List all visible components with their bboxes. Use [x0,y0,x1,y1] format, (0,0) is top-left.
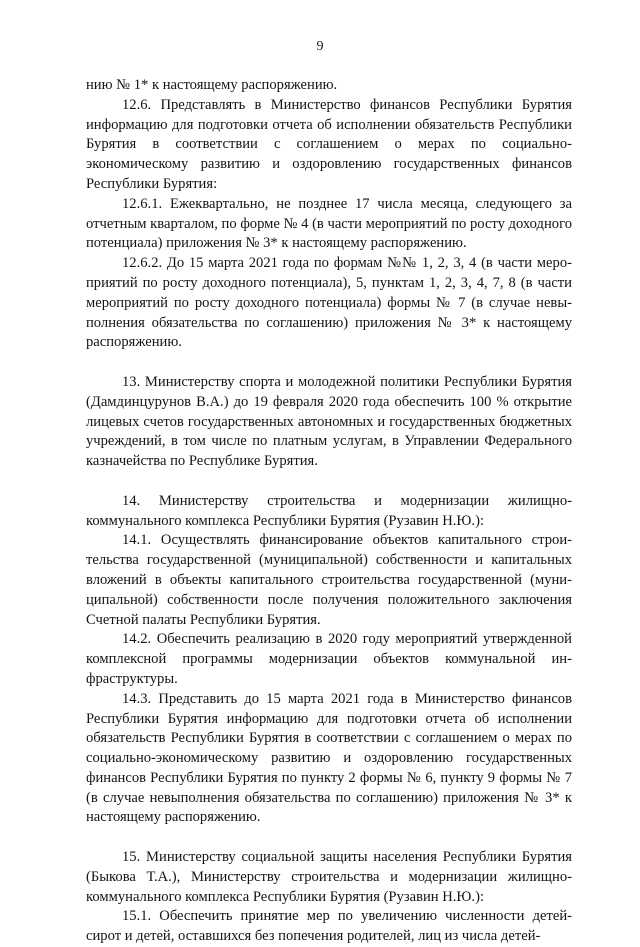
paragraph-15-1: 15.1. Обеспечить принятие мер по увеличению численности детей-сирот и детей, оставшихся без попечения родителей, лиц из числа детей- [86,908,572,945]
page-number: 9 [316,39,324,54]
paragraph-14-1: 14.1. Осуществлять финансирование объектов капитального строительства государственной (муниципальной) собственности и капитальных вложений в объекты капитального строительства государственной (муниципальной) собственности после получения положительного заключения Счетной палаты Республики Бурятия. [86,532,572,628]
paragraph-12-6-2: 12.6.2. До 15 марта 2021 года по формам №№ 1, 2, 3, 4 (в части мероприятий по росту доходного потенциала), 5, пунктам 1, 2, 3, 4, 7, 8 (в части мероприятий по росту доходного потенциала) формы № 7 (в случае невыполнения обязательства по соглашению) приложения № 3* к настоящему распоряжению. [86,255,572,351]
paragraph-12-6-1: 12.6.1. Ежеквартально, не позднее 17 числа месяца, следующего за отчетным кварталом, по форме № 4 (в части мероприятий по росту доходного потенциала) приложения № 3* к настоящему распоряжению. [86,195,572,252]
paragraph-12-6: 12.6. Представлять в Министерство финансов Республики Бурятия информацию для подготовки отчета об исполнении обязательств Республики Бурятия в соответствии с соглашением о мерах по социально-экономическому развитию и оздоровлению государственных финансов Республики Бурятия: [86,96,572,192]
paragraph-13: 13. Министерству спорта и молодежной политики Республики Бурятия (Дамдинцурунов В.А.) до 19 февраля 2020 года обеспечить 100 % открытие лицевых счетов государственных автономных и государственных бюджетных учреждений, в том числе по платным услугам, в Управлении Федерального казначейства по Республике Бурятия. [86,373,572,470]
paragraph-continuation: нию № 1* к настоящему распоряжению. [86,77,338,93]
paragraph-14: 14. Министерству строительства и модернизации жилищно-коммунального комплекса Республики Бурятия (Рузавин Н.Ю.): [86,492,572,529]
document-body [86,76,572,947]
paragraph-14-2: 14.2. Обеспечить реализацию в 2020 году мероприятий утвержденной комплексной программы модернизации объектов коммунальной инфраструктуры. [86,631,572,687]
paragraph-14-3: 14.3. Представить до 15 марта 2021 года в Министерство финансов Республики Бурятия информацию для подготовки отчета об исполнении обязательств Республики Бурятия в соответствии с соглашением о мерах по социально-экономическому развитию и оздоровлению государственных финансов Республики Бурятия по пункту 2 формы № 6, пункту 9 формы № 7 (в случае невыполнения обязательства по соглашению) приложения № 3* к настоящему распоряжению. [86,690,572,826]
paragraph-15: 15. Министерству социальной защиты населения Республики Бурятия (Быкова Т.А.), Министерству строительства и модернизации жилищно-коммунального комплекса Республики Бурятия (Рузавин Н.Ю.): [86,849,572,905]
